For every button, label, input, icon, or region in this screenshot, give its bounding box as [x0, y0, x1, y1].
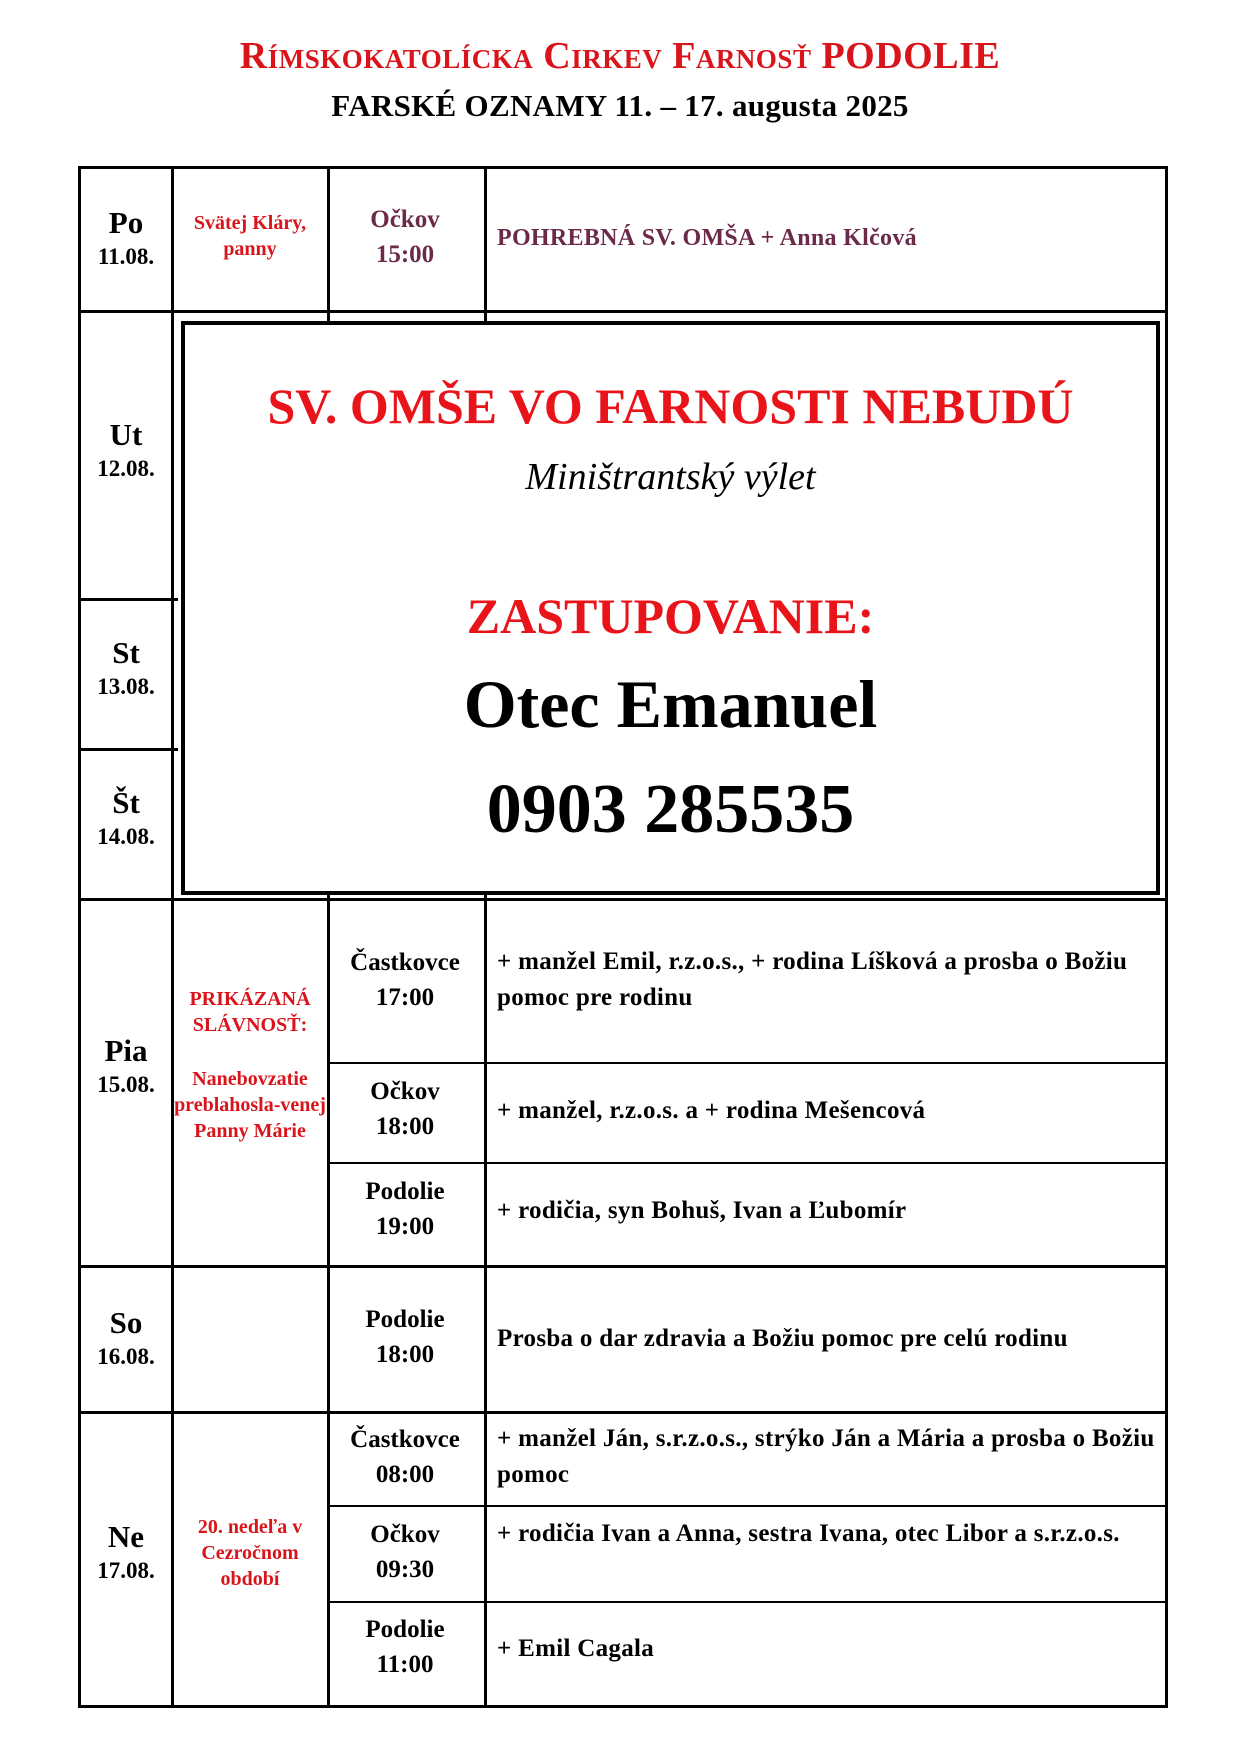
feast-friday-title: PRIKÁZANÁ SLÁVNOSŤ:	[189, 988, 311, 1036]
day-monday	[81, 204, 171, 272]
mass-time: 08:00	[375, 1461, 435, 1488]
mass-intention: + manžel, r.z.o.s. a + rodina Mešencová	[497, 1097, 926, 1124]
mass-divider	[327, 1062, 1168, 1064]
day-name: Št	[112, 785, 140, 820]
mass-time: 17:00	[375, 984, 435, 1011]
day-sunday	[81, 1518, 171, 1586]
mass-place-time	[330, 1174, 480, 1244]
notice-phone: 0903 285535	[486, 771, 855, 848]
day-date: 16.08.	[97, 1343, 155, 1369]
mass-place-time	[330, 1517, 480, 1587]
mass-intention: POHREBNÁ SV. OMŠA + Anna Klčová	[497, 225, 917, 251]
row-divider-thu	[78, 898, 1168, 901]
notice-heading: SV. OMŠE VO FARNOSTI NEBUDÚ	[267, 378, 1074, 434]
mass-divider	[327, 1162, 1168, 1164]
mass-place-time	[330, 945, 480, 1015]
day-thursday	[81, 784, 171, 852]
day-date: 12.08.	[97, 455, 155, 481]
mass-place: Očkov	[370, 1521, 440, 1548]
day-friday	[81, 1032, 171, 1100]
row-divider-sat	[78, 1411, 1168, 1414]
page-title	[0, 34, 1240, 78]
mass-intention: + rodičia Ivan a Anna, sestra Ivana, otec Libor a s.r.z.o.s.	[497, 1520, 1120, 1547]
day-name: Ne	[107, 1519, 145, 1554]
mass-place: Podolie	[365, 1616, 445, 1643]
mass-divider	[327, 1505, 1168, 1507]
mass-intention: + Emil Cagala	[497, 1635, 655, 1662]
mass-time: 18:00	[375, 1341, 435, 1368]
row-divider-fri	[78, 1265, 1168, 1268]
mass-place: Podolie	[365, 1306, 445, 1333]
title-parish: Rímskokatolícka Cirkev Farnosť	[239, 35, 812, 77]
col-divider-1	[171, 166, 174, 1708]
day-date: 17.08.	[97, 1557, 155, 1583]
day-name: St	[112, 635, 140, 670]
mass-place-time	[330, 1612, 480, 1682]
mass-intention: + rodičia, syn Bohuš, Ivan a Ľubomír	[497, 1197, 907, 1224]
mass-intention: Prosba o dar zdravia a Božiu pomoc pre celú rodinu	[497, 1325, 1068, 1352]
row-divider-tue	[78, 598, 178, 601]
day-name: Po	[108, 205, 144, 240]
mass-place: Častkovce	[350, 1426, 460, 1453]
mass-time: 11:00	[376, 1651, 434, 1678]
feast-sunday: 20. nedeľa v Cezročnom období	[197, 1516, 303, 1590]
mass-place: Očkov	[370, 1078, 440, 1105]
page-subtitle: FARSKÉ OZNAMY 11. – 17. augusta 2025	[331, 88, 909, 123]
day-date: 15.08.	[97, 1071, 155, 1097]
day-date: 13.08.	[97, 673, 155, 699]
day-date: 11.08.	[97, 243, 155, 269]
notice-substitute-label: ZASTUPOVANIE:	[466, 588, 875, 644]
mass-time: 18:00	[375, 1113, 435, 1140]
mass-intention: + manžel Ján, s.r.z.o.s., strýko Ján a Mária a prosba o Božiu pomoc	[497, 1425, 1155, 1489]
title-village: PODOLIE	[821, 35, 1001, 77]
day-name: Ut	[109, 417, 143, 452]
row-divider-wed	[78, 748, 178, 751]
mass-place: Podolie	[365, 1178, 445, 1205]
day-name: So	[109, 1305, 143, 1340]
mass-divider	[327, 1601, 1168, 1603]
mass-place: Očkov	[370, 206, 440, 233]
day-date: 14.08.	[97, 823, 155, 849]
notice-reason: Miništrantský výlet	[525, 456, 816, 498]
mass-time: 15:00	[375, 241, 435, 268]
mass-place-time	[330, 1074, 480, 1144]
day-saturday	[81, 1304, 171, 1372]
feast-monday: Svätej Kláry, panny	[193, 212, 307, 260]
mass-place-time	[330, 1302, 480, 1372]
day-name: Pia	[104, 1033, 148, 1068]
mass-place-time	[330, 1422, 480, 1492]
notice-substitute-name: Otec Emanuel	[463, 666, 878, 742]
mass-time: 19:00	[375, 1213, 435, 1240]
day-tuesday	[81, 416, 171, 484]
mass-place-time	[330, 202, 480, 272]
mass-time: 09:30	[375, 1556, 435, 1583]
mass-place: Častkovce	[350, 949, 460, 976]
row-divider-mon	[78, 310, 1168, 313]
day-wednesday	[81, 634, 171, 702]
cancellation-notice	[181, 321, 1160, 895]
feast-friday-name: Nanebovzatie preblahosla-venej Panny Márie	[174, 1068, 326, 1142]
mass-intention: + manžel Emil, r.z.o.s., + rodina Líšková a prosba o Božiu pomoc pre rodinu	[497, 948, 1128, 1012]
